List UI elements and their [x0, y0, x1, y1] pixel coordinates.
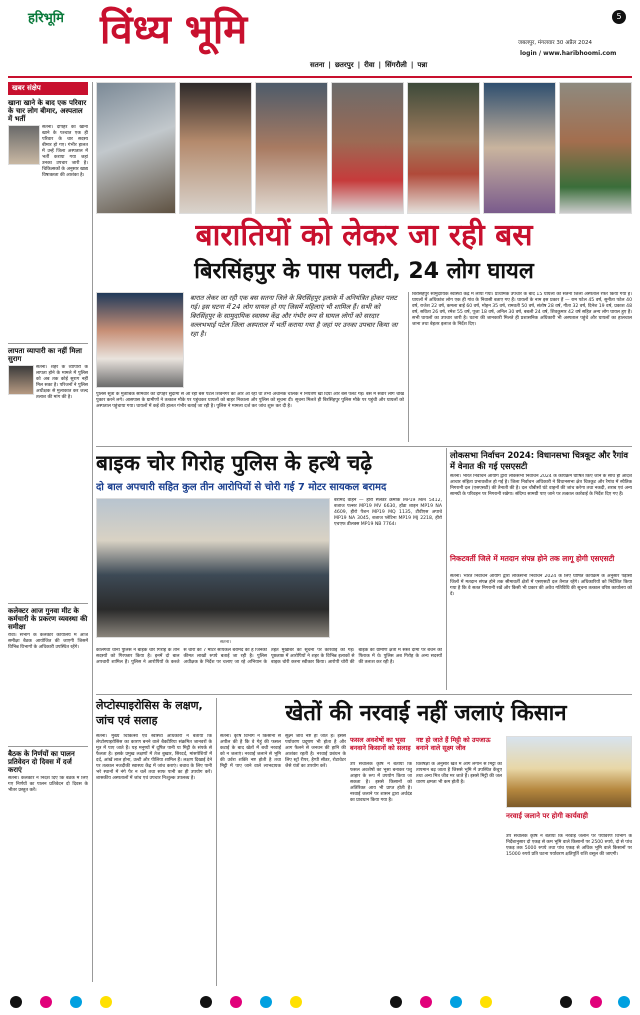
page-title: विंध्य भूमि	[100, 6, 248, 53]
photo-bus	[96, 82, 176, 214]
sidebar-item	[8, 99, 88, 340]
city-singrauli: सिंगरौली	[385, 60, 407, 69]
photo-injured-5	[483, 82, 556, 214]
sidebar-item	[8, 347, 88, 600]
city-chhatarpur: छतरपुर	[334, 60, 354, 69]
lead-headline-2: बिरसिंहपुर के पास पलटी, 24 लोग घायल	[194, 259, 534, 284]
sidebar-photo	[8, 365, 34, 395]
site-url: login / www.haribhoomi.com	[520, 50, 617, 57]
election-body: सतना। भारत निर्वाचन आयोग द्वारा लोकसभा निर्वाचन 2024 के कार्यक्रम घोषित किए जाने के साथ ही आदर्श आचार संहिता प्रभावशील हो गई है। जिला निर्वाचन अधिकारी ने विधानसभा क्षेत्र चित्रकूट और रैगांव में स्थैतिक निगरानी दल (एसएसटी) की तैनाती की है। दल चौबीसों घंटे वाहनों की जांच करेगा तथा नकदी, शराब एवं अन्य सामग्री के परिवहन पर निगरानी रखेगा। संदिग्ध सामग्री पाए जाने पर तत्काल कार्रवाई के निर्देश दिए गए हैं।	[450, 474, 632, 497]
city-strip: सतना | छतरपुर | रीवा | सिंगरौली | पन्ना	[310, 60, 428, 69]
sidebar-headline: लापता व्यापारी का नहीं मिला सुराग	[8, 347, 82, 363]
lead-photo-injured	[96, 292, 184, 388]
election-subhead: निकटवर्ती जिले में मतदान संपन्न होने तक लागू होगी एसएसटी	[450, 554, 615, 563]
sidebar-body: सतना। शहर के व्यापारी के लापता होने के मामले में पुलिस को अब तक कोई सुराग नहीं मिल सका है। परिजनों ने पुलिस अधीक्षक से मुलाकात कर जल्द तलाश की मांग की है।	[36, 365, 88, 400]
sidebar-headline: बैठक के निर्णयों का पालन प्रतिवेदन दो दिवस में दर्ज कराएं	[8, 750, 75, 774]
photo-injured-2	[255, 82, 328, 214]
lead-photo-strip	[96, 82, 632, 214]
lead-right-body: बिरसिंहपुर सामुदायिक स्वास्थ्य केंद्र में लाया गया। प्राथमिक उपचार के बाद 15 घायलों को सतना जिला अस्पताल रेफर किया गया है। घायलों में अधिकांश लोग एक ही गांव के निवासी बताए गए हैं। घायलों के नाम इस प्रकार हैं — राम पटेल 45 वर्ष, सुनीता पटेल 40 वर्ष, राजेश 22 वर्ष, कमला बाई 60 वर्ष, मोहन 35 वर्ष, रामवती 50 वर्ष, संतोष 28 वर्ष, गीता 32 वर्ष, दिनेश 19 वर्ष, प्रकाश 48 वर्ष, सविता 26 वर्ष, रमेश 55 वर्ष, पूजा 18 वर्ष, अनिल 30 वर्ष, बबली 24 वर्ष, शिवकुमार 42 वर्ष सहित अन्य लोग घायल हुए हैं। सभी घायलों का उपचार जारी है। घटना की जानकारी मिलते ही प्रशासनिक अधिकारी भी अस्पताल पहुंचे और घायलों का हालचाल जाना तथा बेहतर इलाज के निर्देश दिए।	[412, 292, 632, 327]
lepto-headline: लेप्टोस्पाइरोसिस के लक्षण, जांच एवं सलाह	[96, 699, 203, 727]
stubble-body4: उप संचालक कृषि ने बताया कि नरवाई जलाने पर पर्यावरण विभाग के निर्देशानुसार दो एकड़ से कम भूमि वाले किसानों पर 2500 रुपये, दो से पांच एकड़ तक 5000 रुपये तथा पांच एकड़ से अधिक भूमि वाले किसानों पर 15000 रुपये प्रति घटना पर्यावरण क्षतिपूर्ति राशि वसूल की जाएगी।	[506, 834, 632, 857]
bike-subhead: दो बाल अपचारी सहित कुल तीन आरोपियों से चोरी गई 7 मोटर सायकल बरामद	[96, 482, 387, 493]
sidebar-body: सतना। दोपहर का खाना खाने के पश्चात एक ही परिवार के चार सदस्य बीमार हो गए। गंभीर हालत में उन्हें जिला अस्पताल में भर्ती कराया गया जहां उनका उपचार जारी है। चिकित्सकों के अनुसार खाद्य विषाक्तता की आशंका है।	[42, 125, 88, 178]
bike-list: बरामद वाहन — हीरो स्प्लेंडर क्रमांक MP19 MM 5412, बजाज पल्सर MP19 MV 6630, होंडा शाइन MP19 NA 4609, हीरो पैशन MP19 MQ 1135, टीवीएस अपाचे MP19 NA 3045, बजाज प्लेटिना MP19 MJ 2218, हीरो एचएफ डीलक्स MP19 NB 7764।	[334, 498, 442, 527]
city-satna: सतना	[310, 60, 325, 69]
brand-logo: हरिभूमि	[28, 11, 64, 26]
sidebar	[8, 82, 88, 982]
stubble-body2: उप संचालक कृषि ने बताया कि फसल अवशेषों का भूसा बनाकर पशु आहार के रूप में उपयोग किया जा सकता है। इससे किसानों को अतिरिक्त आय भी प्राप्त होती है। नरवाई जलाने पर शासन द्वारा अर्थदंड का प्रावधान किया गया है।	[350, 762, 412, 803]
stubble-sub1: फसल अवशेषों का भूसा बनवाने किसानों को सलाह	[350, 736, 411, 752]
lead-headline-1: बारातियों को लेकर जा रही बस	[195, 218, 533, 253]
bike-caption: सतना।	[220, 640, 231, 645]
stubble-body3: विशेषज्ञों के अनुसार खेत में आग लगाने से मिट्टी का तापमान बढ़ जाता है जिससे भूमि में उपस्थित केंचुए तथा अन्य मित्र जीव मर जाते हैं। इससे मिट्टी की जल धारण क्षमता भी कम होती है।	[416, 762, 502, 785]
lead-deck: बारात लेकर जा रही एक बस सतना जिले के बिरसिंहपुर इलाके में अनियंत्रित होकर पलट गई। इस घटना में 24 लोग घायल हो गए जिसमें महिलाएं भी शामिल हैं। सभी को बिरसिंहपुर के सामुदायिक स्वास्थ्य केंद्र और गंभीर रूप से घायल लोगों को सरदार वल्लभभाई पटेल जिला अस्पताल में भर्ती कराया गया है जहां पर उनका उपचार किया जा रहा है।	[190, 294, 398, 338]
stubble-sub3: नरवाई जलाने पर होगी कार्यवाही	[506, 812, 588, 820]
sidebar-headline: खाना खाने के बाद एक परिवार के चार लोग बीमार, अस्पताल में भर्ती	[8, 99, 87, 123]
stubble-body: सतना। कृषि विभाग ने किसानों से अपील की है कि वे गेहूं की फसल कटाई के बाद खेतों में बची नरवाई को न जलाएं। नरवाई जलाने से भूमि की उर्वरा शक्ति नष्ट होती है तथा मिट्टी में पाए जाने वाले लाभदायक सूक्ष्म जीव नष्ट हो जाते हैं। इससे पर्यावरण प्रदूषण भी होता है और आग फैलने से जनधन की हानि की आशंका रहती है। नरवाई प्रबंधन के लिए स्ट्रॉ रीपर, हैप्पी सीडर, रोटावेटर जैसे यंत्रों का उपयोग करें।	[220, 734, 346, 769]
page-number: 5	[612, 10, 626, 24]
registration-marks	[0, 992, 640, 1012]
stubble-headline: खेतों की नरवाई नहीं जलाएं किसान	[285, 701, 567, 726]
city-panna: पन्ना	[417, 60, 428, 69]
photo-injured-3	[331, 82, 404, 214]
dateline: जबलपुर, मंगलवार 30 अप्रैल 2024	[518, 40, 592, 46]
sidebar-item	[8, 607, 88, 743]
sidebar-item	[8, 750, 88, 926]
sidebar-headline: कलेक्टर आज गुनवा मीट के कर्मचारी के प्रकरण व्यवस्था की समीक्षा	[8, 607, 88, 631]
lead-body: पुलिस सूत्रों के मुताबिक सोमवार की दोपहर सुदामा से आ रही बस पटेल शिवनगर की ओर आ रही थी तभी अचानक चालक ने नियंत्रण खो दिया और बस पलट गई। बस में सवार लोग चीख पुकार करने लगे। आसपास के ग्रामीणों ने तत्काल मौके पर पहुंचकर घायलों को बाहर निकाला और पुलिस को सूचना दी। सूचना मिलते ही बिरसिंहपुर पुलिस मौके पर पहुंची और घायलों को अस्पताल पहुंचाया गया। घायलों में कई की हालत गंभीर बताई जा रही है। पुलिस ने मामला दर्ज कर जांच शुरू कर दी है।	[96, 392, 404, 409]
sidebar-photo	[8, 125, 40, 165]
sidebar-header: खबर संक्षेप	[8, 82, 88, 95]
masthead-rule	[8, 76, 632, 78]
sidebar-body: रीवा। संभाग के कलेक्टर कार्यालय में आज समीक्षा बैठक आयोजित की जाएगी जिसमें विभिन्न विभागों के अधिकारी उपस्थित रहेंगे।	[8, 633, 88, 650]
masthead	[0, 0, 640, 80]
stubble-sub2: नष्ट हो जाते हैं मिट्टी को उपजाऊ बनाने वाले सूक्ष्म जीव	[416, 736, 491, 752]
stubble-photo	[506, 736, 632, 808]
photo-injured-6	[559, 82, 632, 214]
bike-body: कोलगवां थाना पुलिस ने बाइक चोर गिरोह के तीन सदस्यों को गिरफ्तार किया है। इनमें दो बाल अपचारी शामिल हैं। पुलिस ने आरोपियों के कब्जे से चोरी की 7 मोटर सायकल बरामद की हैं जिनकी कीमत लाखों रुपये बताई जा रही है। पुलिस अधीक्षक के निर्देश पर चलाए जा रहे अभियान के तहत मुखबिर की सूचना पर कार्रवाई की गई। पूछताछ में आरोपियों ने शहर के विभिन्न इलाकों से बाइक चोरी करना स्वीकार किया। आरोपी चोरी की बाइक को ग्रामीण क्षेत्रों में सस्ते दामों पर बेचने की फिराक में थे। पुलिस अब गिरोह के अन्य सदस्यों की तलाश कर रही है।	[96, 648, 442, 665]
bike-headline: बाइक चोर गिरोह पुलिस के हत्थे चढ़े	[96, 451, 373, 475]
lepto-body: सतना। मुख्य चिकित्सा एवं स्वास्थ्य अधिकारी ने बताया कि लेप्टोस्पाइरोसिस का कारण बनने वाले बैक्टीरिया संक्रमित जानवरों के मूत्र में पाए जाते हैं। यह मनुष्यों में दूषित पानी या मिट्टी के संपर्क से फैलता है। इसके प्रमुख लक्षणों में तेज बुखार, सिरदर्द, मांसपेशियों में दर्द, आंखें लाल होना, उल्टी और पीलिया शामिल हैं। लक्षण दिखाई देने पर तत्काल नजदीकी स्वास्थ्य केंद्र में जांच कराएं। बचाव के लिए पानी भरे स्थानों में नंगे पैर न चलें तथा साफ पानी का ही उपयोग करें। शासकीय अस्पतालों में जांच एवं उपचार निःशुल्क उपलब्ध है।	[96, 734, 212, 781]
bike-photo	[96, 498, 330, 638]
election-body2: सतना। भारत निर्वाचन आयोग द्वारा लोकसभा निर्वाचन 2024 के लिए घोषित कार्यक्रम के अनुसार पड़ोसी जिलों में मतदान संपन्न होने तक सीमावर्ती क्षेत्रों में एसएसटी दल तैनात रहेंगे। अधिकारियों को निर्देशित किया गया है कि वे सतत निगरानी रखें और किसी भी प्रकार की अवैध गतिविधि की सूचना तत्काल वरिष्ठ कार्यालय को दें।	[450, 574, 632, 597]
photo-injured-4	[407, 82, 480, 214]
photo-injured-1	[179, 82, 252, 214]
city-rewa: रीवा	[364, 60, 375, 69]
election-headline: लोकसभा निर्वाचन 2024: विधानसभा चित्रकूट और रैगांव में वेनात की गई एसएसटी	[450, 450, 628, 471]
sidebar-body: सतना। कलेक्टर ने निर्देश दिए कि बैठक में लिए गए निर्णयों का पालन प्रतिवेदन दो दिवस के भीतर प्रस्तुत करें।	[8, 776, 88, 793]
